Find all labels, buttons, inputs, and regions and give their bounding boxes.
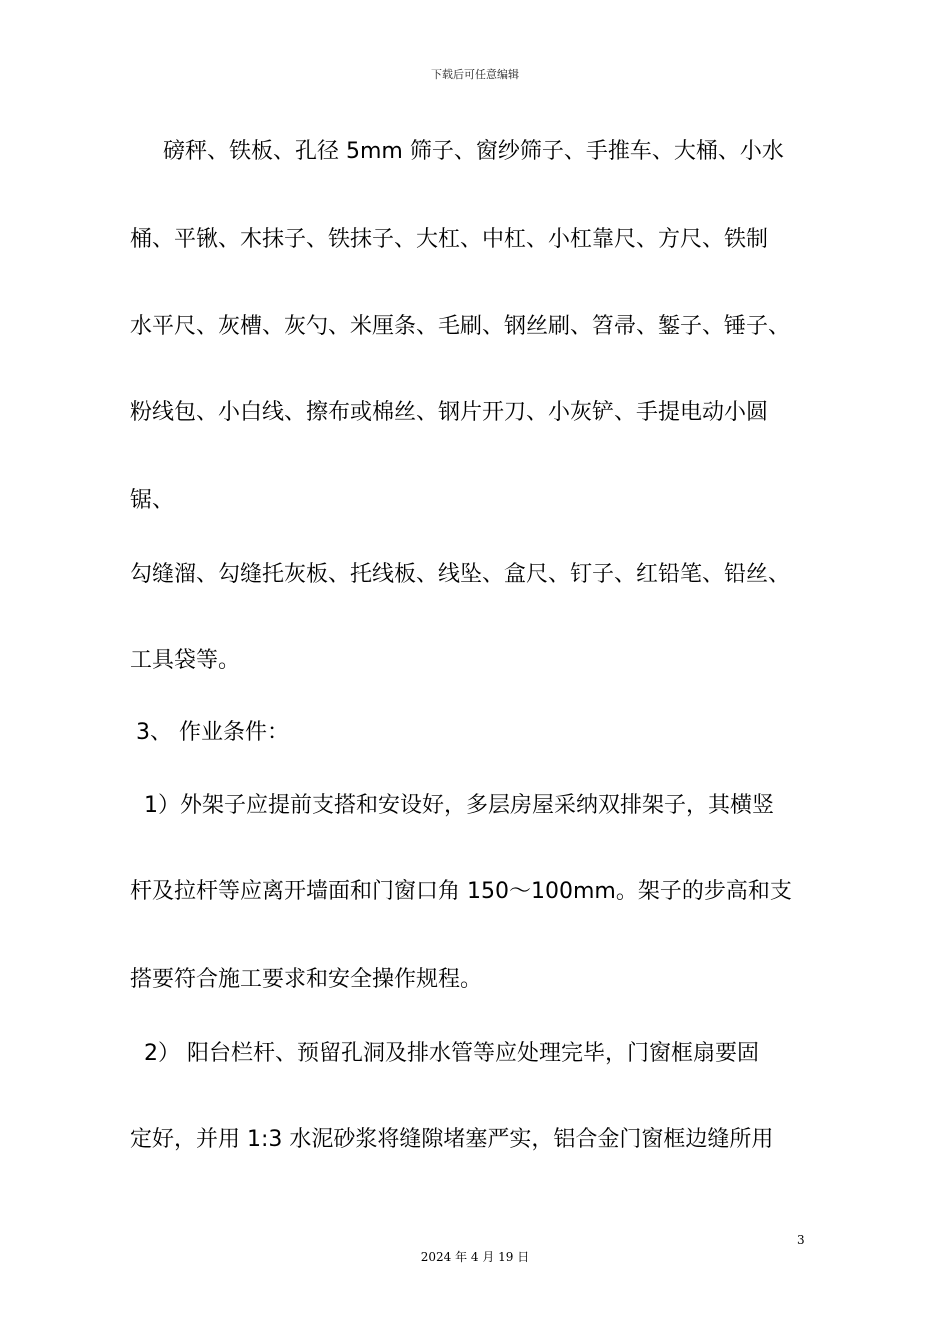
body-line-2: 桶、平锹、木抹子、铁抹子、大杠、中杠、小杠靠尺、方尺、铁制: [130, 227, 769, 252]
body-line-7: 工具袋等。: [130, 648, 241, 673]
body-line-1: 磅秤、铁板、孔径 5mm 筛子、窗纱筛子、手推车、大桶、小水: [163, 139, 784, 164]
body-line-12: 2） 阳台栏杆、预留孔洞及排水管等应处理完毕，门窗框扇要固: [144, 1041, 759, 1066]
page-number: 3: [797, 1233, 805, 1247]
section-heading: 3、 作业条件：: [136, 720, 289, 745]
body-line-10: 杆及拉杆等应离开墙面和门窗口角 150～100mm。架子的步高和支: [130, 879, 792, 904]
body-line-5: 锯、: [130, 488, 175, 513]
body-line-9: 1）外架子应提前支搭和安设好，多层房屋采纳双排架子，其横竖: [144, 793, 774, 818]
body-line-13: 定好，并用 1:3 水泥砂浆将缝隙堵塞严实，铝合金门窗框边缝所用: [130, 1127, 774, 1152]
body-line-4: 粉线包、小白线、擦布或棉丝、钢片开刀、小灰铲、手提电动小圆: [130, 400, 769, 425]
footer-date: 2024 年 4 月 19 日: [420, 1250, 530, 1264]
body-line-6: 勾缝溜、勾缝托灰板、托线板、线坠、盒尺、钉子、红铅笔、铅丝、: [130, 562, 791, 587]
header-note: 下载后可任意编辑: [431, 68, 519, 81]
body-line-11: 搭要符合施工要求和安全操作规程。: [130, 967, 483, 992]
body-line-3: 水平尺、灰槽、灰勺、米厘条、毛刷、钢丝刷、笤帚、錾子、锤子、: [130, 314, 791, 339]
